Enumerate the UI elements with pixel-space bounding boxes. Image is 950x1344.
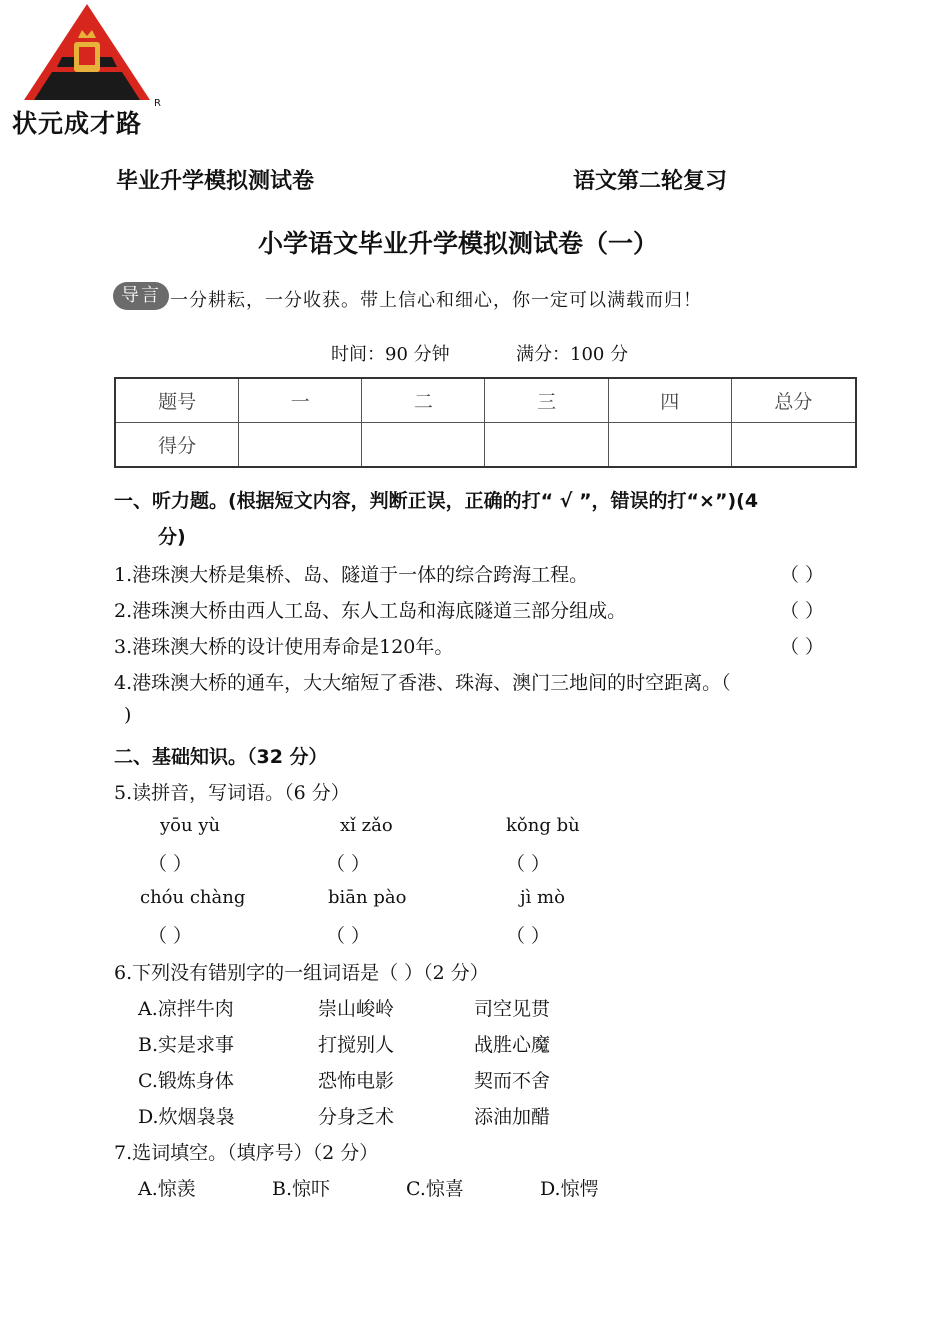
pinyin: yōu yù xyxy=(160,815,221,836)
score-cell xyxy=(239,423,362,467)
pinyin: jì mò xyxy=(520,887,565,908)
score-table-header-cell: 三 xyxy=(485,379,608,423)
answer-paren: （ ） xyxy=(780,564,825,586)
q6-option: 分身乏术 xyxy=(318,1106,395,1128)
header-right-title: 语文第二轮复习 xyxy=(573,169,728,194)
score-table-header-cell: 一 xyxy=(239,379,362,423)
q7-option: D.惊愕 xyxy=(540,1178,599,1200)
answer-paren: （ ） xyxy=(780,600,825,622)
score-table-row-label: 得分 xyxy=(116,423,239,467)
section2-title: 二、基础知识。（32 分） xyxy=(114,746,328,768)
section1-title-cont: 分) xyxy=(158,526,186,548)
q7-option: B.惊吓 xyxy=(272,1178,331,1200)
q7-option: A.惊羡 xyxy=(138,1178,196,1200)
answer-blank: （ ） xyxy=(326,853,371,875)
score-table xyxy=(114,377,857,468)
answer-paren: （ ） xyxy=(780,636,825,658)
pinyin: xǐ zǎo xyxy=(340,815,393,836)
score-cell xyxy=(609,423,732,467)
score-table-header-cell: 二 xyxy=(362,379,485,423)
answer-blank: （ ） xyxy=(506,853,551,875)
q6-option: 添油加醋 xyxy=(474,1106,551,1128)
score-table-header-cell: 总分 xyxy=(732,379,855,423)
guide-badge: 导言 xyxy=(113,282,169,310)
score-cell xyxy=(732,423,855,467)
score-table-header-cell: 题号 xyxy=(116,379,239,423)
logo-emblem-icon xyxy=(22,2,152,102)
listening-item: 4.港珠澳大桥的通车，大大缩短了香港、珠海、澳门三地间的时空距离。（ xyxy=(114,672,731,694)
q6-option: D.炊烟袅袅 xyxy=(138,1106,235,1128)
q6-option: 战胜心魔 xyxy=(474,1034,551,1056)
listening-item: 3.港珠澳大桥的设计使用寿命是120年。 xyxy=(114,636,454,658)
q6-option: A.凉拌牛肉 xyxy=(138,998,234,1020)
q6-option: 崇山峻岭 xyxy=(318,998,395,1020)
exam-full-score: 满分：100 分 xyxy=(516,344,629,365)
q7-prompt: 7.选词填空。（填序号）（2 分） xyxy=(114,1142,379,1164)
exam-time: 时间：90 分钟 xyxy=(331,344,450,365)
answer-blank: （ ） xyxy=(148,925,193,947)
q6-option: C.锻炼身体 xyxy=(138,1070,234,1092)
guide-text: 一分耕耘，一分收获。带上信心和细心，你一定可以满载而归！ xyxy=(170,290,702,311)
logo-text: 状元成才路 xyxy=(12,109,143,138)
pinyin: biān pào xyxy=(328,887,407,908)
listening-item: 2.港珠澳大桥由西人工岛、东人工岛和海底隧道三部分组成。 xyxy=(114,600,627,622)
section1-title: 一、听力题。(根据短文内容，判断正误，正确的打“ √ ”，错误的打“×”)(4 xyxy=(114,490,759,512)
answer-blank: （ ） xyxy=(326,925,371,947)
q6-option: 契而不舍 xyxy=(474,1070,551,1092)
q6-option: 司空见贯 xyxy=(474,998,551,1020)
answer-blank: （ ） xyxy=(506,925,551,947)
q6-option: 恐怖电影 xyxy=(318,1070,395,1092)
q6-option: B.实是求事 xyxy=(138,1034,235,1056)
answer-blank: （ ） xyxy=(148,853,193,875)
score-cell xyxy=(485,423,608,467)
score-cell xyxy=(362,423,485,467)
header-left-title: 毕业升学模拟测试卷 xyxy=(116,169,315,194)
q7-option: C.惊喜 xyxy=(406,1178,464,1200)
answer-paren-close: ) xyxy=(124,704,132,726)
q5-prompt: 5.读拼音，写词语。（6 分） xyxy=(114,782,350,804)
page-title: 小学语文毕业升学模拟测试卷（一） xyxy=(258,229,659,258)
pinyin: kǒng bù xyxy=(506,815,580,836)
pinyin: chóu chàng xyxy=(140,887,246,908)
q6-prompt: 6.下列没有错别字的一组词语是（ ）（2 分） xyxy=(114,962,489,984)
listening-item: 1.港珠澳大桥是集桥、岛、隧道于一体的综合跨海工程。 xyxy=(114,564,589,586)
score-table-header-cell: 四 xyxy=(609,379,732,423)
q6-option: 打搅别人 xyxy=(318,1034,395,1056)
registered-mark: R xyxy=(154,98,161,109)
